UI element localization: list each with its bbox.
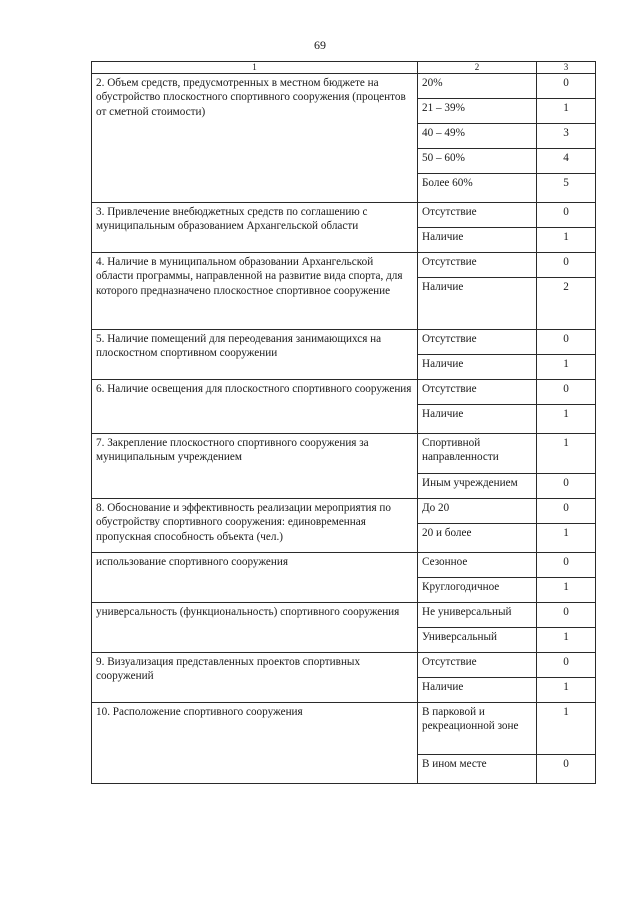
- option-cell: В парковой и рекреационной зоне: [418, 703, 537, 755]
- score-cell: 0: [537, 755, 596, 784]
- score-cell: 0: [537, 74, 596, 99]
- option-cell: Спортивной направленности: [418, 434, 537, 474]
- table-row: [92, 203, 596, 228]
- criterion-cell: 4. Наличие в муниципальном образовании Архангельской области программы, направленной на развитие вида спорта, для которого предназначено плоскостное спортивное сооружение: [92, 253, 418, 330]
- table-row: [92, 434, 596, 474]
- table-row: [92, 553, 596, 578]
- option-cell: Отсутствие: [418, 253, 537, 278]
- criterion-cell: 7. Закрепление плоскостного спортивного сооружения за муниципальным учреждением: [92, 434, 418, 499]
- option-cell: Отсутствие: [418, 380, 537, 405]
- score-cell: 1: [537, 578, 596, 603]
- table-row: [92, 653, 596, 678]
- option-cell: 21 – 39%: [418, 99, 537, 124]
- table-row: [92, 253, 596, 278]
- option-cell: 40 – 49%: [418, 124, 537, 149]
- score-cell: 0: [537, 253, 596, 278]
- score-cell: 5: [537, 174, 596, 203]
- header-cell: 2: [418, 62, 537, 74]
- score-cell: 0: [537, 499, 596, 524]
- criterion-cell: универсальность (функциональность) спортивного сооружения: [92, 603, 418, 653]
- option-cell: Наличие: [418, 678, 537, 703]
- table-row: [92, 603, 596, 628]
- criteria-table: [91, 61, 596, 784]
- table-row: [92, 703, 596, 755]
- criterion-cell: 9. Визуализация представленных проектов спортивных сооружений: [92, 653, 418, 703]
- option-cell: Универсальный: [418, 628, 537, 653]
- score-cell: 1: [537, 99, 596, 124]
- score-cell: 1: [537, 524, 596, 553]
- criterion-cell: 5. Наличие помещений для переодевания занимающихся на плоскостном спортивном сооружении: [92, 330, 418, 380]
- criterion-cell: 10. Расположение спортивного сооружения: [92, 703, 418, 784]
- score-cell: 0: [537, 603, 596, 628]
- option-cell: Наличие: [418, 278, 537, 330]
- score-cell: 0: [537, 330, 596, 355]
- page-number: 69: [314, 38, 326, 52]
- option-cell: Наличие: [418, 405, 537, 434]
- criterion-cell: 8. Обоснование и эффективность реализации мероприятия по обустройству спортивного сооружения: единовременная пропускная способность объекта (чел.): [92, 499, 418, 553]
- option-cell: Иным учреждением: [418, 474, 537, 499]
- table-row: [92, 499, 596, 524]
- option-cell: 20%: [418, 74, 537, 99]
- score-cell: 0: [537, 203, 596, 228]
- table-header-row: [92, 62, 596, 74]
- table-row: [92, 330, 596, 355]
- option-cell: Не универсальный: [418, 603, 537, 628]
- option-cell: До 20: [418, 499, 537, 524]
- option-cell: Отсутствие: [418, 330, 537, 355]
- header-cell: 3: [537, 62, 596, 74]
- score-cell: 1: [537, 678, 596, 703]
- option-cell: Круглогодичное: [418, 578, 537, 603]
- score-cell: 1: [537, 355, 596, 380]
- header-cell: 1: [92, 62, 418, 74]
- score-cell: 0: [537, 474, 596, 499]
- criterion-cell: 2. Объем средств, предусмотренных в местном бюджете на обустройство плоскостного спортивного сооружения (процентов от сметной стоимости): [92, 74, 418, 203]
- criterion-cell: 6. Наличие освещения для плоскостного спортивного сооружения: [92, 380, 418, 434]
- option-cell: 50 – 60%: [418, 149, 537, 174]
- score-cell: 1: [537, 434, 596, 474]
- score-cell: 2: [537, 278, 596, 330]
- score-cell: 0: [537, 553, 596, 578]
- score-cell: 1: [537, 703, 596, 755]
- score-cell: 1: [537, 405, 596, 434]
- table-row: [92, 74, 596, 99]
- criterion-cell: использование спортивного сооружения: [92, 553, 418, 603]
- score-cell: 3: [537, 124, 596, 149]
- table-row: [92, 380, 596, 405]
- criterion-cell: 3. Привлечение внебюджетных средств по соглашению с муниципальным образованием Архангельской области: [92, 203, 418, 253]
- option-cell: Наличие: [418, 228, 537, 253]
- option-cell: Отсутствие: [418, 653, 537, 678]
- score-cell: 1: [537, 228, 596, 253]
- score-cell: 1: [537, 628, 596, 653]
- option-cell: Отсутствие: [418, 203, 537, 228]
- score-cell: 0: [537, 653, 596, 678]
- option-cell: Сезонное: [418, 553, 537, 578]
- option-cell: 20 и более: [418, 524, 537, 553]
- score-cell: 4: [537, 149, 596, 174]
- option-cell: Наличие: [418, 355, 537, 380]
- option-cell: В ином месте: [418, 755, 537, 784]
- score-cell: 0: [537, 380, 596, 405]
- option-cell: Более 60%: [418, 174, 537, 203]
